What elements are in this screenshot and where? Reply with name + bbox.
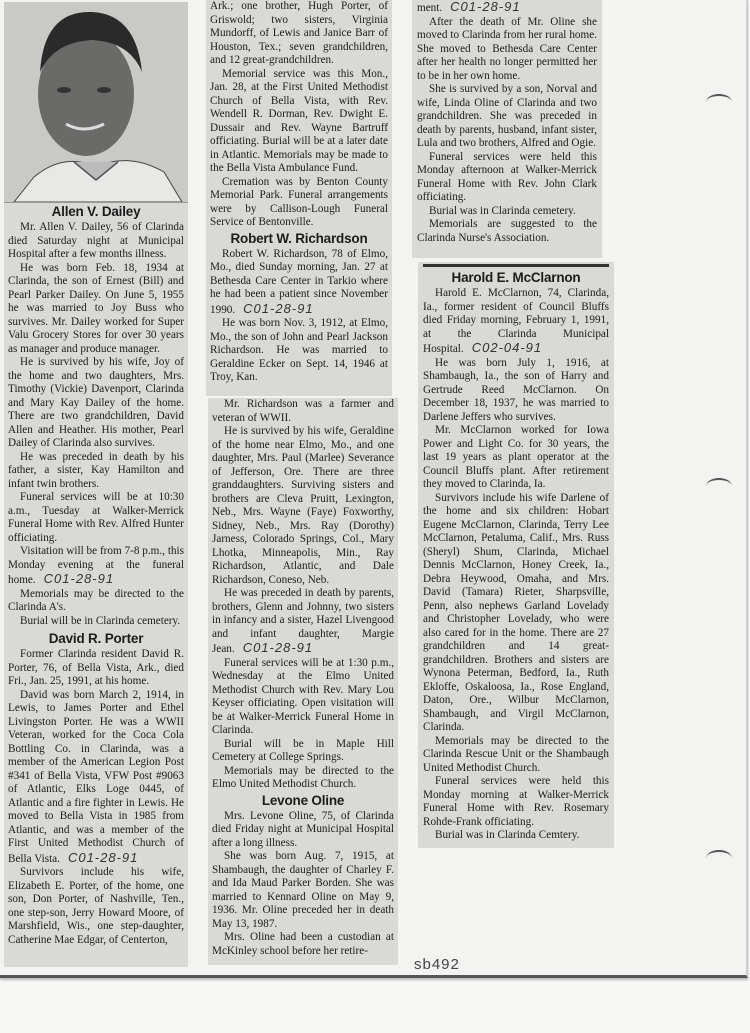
obituary-paragraph: Mr. McClarnon worked for Iowa Power and Light Co. for 30 years, the last 19 years as plant operator at the Council Bluffs plant. After retirement they moved to Clarinda, Ia. <box>423 424 609 490</box>
handwritten-date: C02-04-91 <box>471 340 543 355</box>
obituary-paragraph: Burial will be in Maple Hill Cemetery at College Springs. <box>212 737 394 763</box>
obituary-heading: David R. Porter <box>48 631 144 646</box>
obituary-paragraph: Former Clarinda resident David R. Porter, 76, of Bella Vista, Ark., died Fri., Jan. 25, 1991, at his home. <box>8 648 184 687</box>
obituary-clipping-porter-richardson <box>206 0 392 396</box>
obituary-paragraph: He was preceded in death by his father, a sister, Kay Hamilton and infant twin brothers. <box>8 450 184 490</box>
divider-rule <box>423 264 609 267</box>
page-tag: sb492 <box>414 956 460 973</box>
obituary-heading: Harold E. McClarnon <box>451 270 581 285</box>
obituary-paragraph: Mrs. Oline had been a custodian at McKinley school before her retire- <box>212 931 394 957</box>
obituary-paragraph: Ark.; one brother, Hugh Porter, of Griswold; two sisters, Virginia Mundorff, of Lewis and Janice Barr of Houston, Tex.; seven grandchildren, and 12 great-grandchildren. <box>210 0 388 66</box>
handwritten-date: C01-28-91 <box>242 640 314 655</box>
binder-hole <box>706 850 732 866</box>
obituary-paragraph: He is survived by his wife, Joy of the home and two daughters, Mrs. Timothy (Vickie) Davenport, Clarinda and Mary Kay Dailey of the home. There are two grandchildren, David Allen and Heather. His mother, Pearl Dailey of Clarinda also survives. <box>8 356 184 449</box>
obituary-paragraph: Burial was in Clarinda cemetery. <box>429 204 576 217</box>
obituary-paragraph: He was born Feb. 18, 1934 at Clarinda, the son of Ernest (Bill) and Pearl Parker Dailey. On June 5, 1955 he was married to Joy Buss who survives. Mr. Dailey worked for Super Valu Grocery Stores for over 30 years as manager and produce manager. <box>8 261 184 355</box>
obituary-paragraph: Funeral services were held this Monday afternoon at Walker-Merrick Funeral Home with Rev. John Clark officiating. <box>417 150 597 203</box>
obituary-clipping-richardson-oline <box>208 398 398 965</box>
obituary-paragraph: Mrs. Levone Oline, 75, of Clarinda died Friday night at Municipal Hospital after a long illness. <box>212 809 394 849</box>
obituary-paragraph: Burial will be in Clarinda cemetery. <box>20 614 181 627</box>
obituary-paragraph: Cremation was by Benton County Memorial Park. Funeral arrangements were by Callison-Lough Funeral Service of Bentonville. <box>210 175 388 228</box>
obituary-paragraph: Memorials may be directed to the Clarinda Rescue Unit or the Shambaugh United Methodist Church. <box>423 734 609 774</box>
obituary-paragraph: Memorials may be directed to the Elmo United Methodist Church. <box>212 764 394 790</box>
obituary-paragraph: Mr. Richardson was a farmer and veteran of WWII. <box>212 398 394 424</box>
obituary-paragraph: Survivors include his wife Darlene of the home and six children: Hobart Eugene McClarnon, Clarinda, Terry Lee McClarnon, Petaluma, Calif., Mrs. Russ (Sheryl) Shum, Clarinda, Michael Dennis McClarnon, Honey Creek, Ia., Debra Heywood, Omaha, and Mrs. David (Tamara) Rieter, Sharpsville, Penn, also nephews Garland Lovelady and Christopher Lovelady, who were also cared for in the home. There are 27 grandchildren and 14 great-grandchildren. Brothers and sisters are Wynona Peterman, Bedford, Ia., Ruth Ekloffe, Oskaloosa, Ia., Rose England, Daton, Ore., Wilbur McClarnon, Shambaugh, and Virgil McClarnon, Clarinda. <box>423 491 609 733</box>
obituary-paragraph: Funeral services were held this Monday morning at Walker-Merrick Funeral Home with Rev. Rosemary Rohde-Frank officiating. <box>423 775 609 828</box>
handwritten-date: C01-28-91 <box>43 571 115 586</box>
portrait-photo-icon <box>4 2 188 202</box>
binder-hole <box>706 478 732 494</box>
obituary-paragraph: She was born Aug. 7, 1915, at Shambaugh, the daughter of Charley F. and Ida Maud Parker Borden. She was married to Kennard Oline on May 9, 1936. Mr. Oline preceded her in death May 13, 1987. <box>212 850 394 930</box>
obituary-clipping-dailey-porter <box>4 2 188 967</box>
obituary-paragraph: Harold E. McClarnon, 74, Clarinda, Ia., former resident of Council Bluffs died Friday morning, February 1, 1991, at the Clarinda Municipal Hospital. C02-04-91 <box>423 287 609 355</box>
obituary-paragraph: Funeral services will be at 10:30 a.m., Tuesday at Walker-Merrick Funeral Home with Rev. Alfred Hunter officiating. <box>8 491 184 544</box>
obituary-paragraph: He is survived by his wife, Geraldine of the home near Elmo, Mo., and one daughter, Mrs. Paul (Marlee) Severance of Jefferson, Ore. There are three granddaughters. Surviving sisters and brothers are Cleva Pruitt, Lexington, Neb., Mrs. Wayne (Faye) Foxworthy, Sidney, Neb., Mrs. Ray (Dorothy) Jarness, Colorado Springs, Col., Mary Lhotka, Minneapolis, Min., Ray Richardson, Atlantic, and Dale Richardson, Coneso, Neb. <box>212 425 394 586</box>
obituary-paragraph: Funeral services will be at 1:30 p.m., Wednesday at the Elmo United Methodist Church with Rev. Mary Lou Keyser officiating. Open visitation will be at Walker-Merrick Funeral Home in Clarinda. <box>212 656 394 736</box>
obituary-heading: Robert W. Richardson <box>230 230 368 246</box>
handwritten-date: C01-28-91 <box>243 300 314 316</box>
obituary-paragraph: Burial was in Clarinda Cemtery. <box>435 829 580 841</box>
obituary-paragraph: He was born Nov. 3, 1912, at Elmo, Mo., the son of John and Pearl Jackson Richardson. He was married to Geraldine Ecker on Sept. 14, 1946 at Troy, Kan. <box>210 317 388 383</box>
obituary-paragraph: ment. C01-28-91 <box>417 0 521 14</box>
obituary-paragraph: After the death of Mr. Oline she moved to Clarinda from her rural home. She moved to Bethesda Care Center after her health no longer permitted her to be in her own home. <box>417 15 597 82</box>
obituary-heading: Allen V. Dailey <box>51 204 141 219</box>
obituary-paragraph: He was preceded in death by parents, brothers, Glenn and Johnny, two sisters in infancy and a sister, Hazel Livengood and infant daughter, Margie Jean. C01-28-91 <box>212 587 394 655</box>
handwritten-date: C01-28-91 <box>67 849 139 865</box>
obituary-paragraph: David was born March 2, 1914, in Lewis, to James Porter and Ethel Livingston Porter. He was a WWII Veteran, worked for the Coca Cola Bottling Co. in Clarinda, was a member of the American Legion Post #341 of Bella Vista, VFW Post #9063 of Atlantic, Elks Loge 0445, of Atlantic and a fire fighter in Lewis. He moved to Bella Vista in 1985 from Atlantic, and was a member of the First United Methodist Church of Bella Vista. C01-28-91 <box>8 688 184 865</box>
binder-hole <box>706 94 732 110</box>
obituary-heading: Levone Oline <box>261 792 345 808</box>
portrait-photo <box>4 2 188 203</box>
handwritten-date: C01-28-91 <box>450 0 521 14</box>
obituary-paragraph: Robert W. Richardson, 78 of Elmo, Mo., died Sunday morning, Jan. 27 at Bethesda Care Center in Tarkio where he had been a patient since November 1990. C01-28-91 <box>210 247 388 316</box>
obituary-paragraph: Mr. Allen V. Dailey, 56 of Clarinda died Saturday night at Municipal Hospital after a few months illness. <box>8 221 184 260</box>
obituary-clipping-mcclarnon <box>418 262 614 848</box>
obituary-paragraph: Visitation will be from 7-8 p.m., this Monday evening at the funeral home. C01-28-91 <box>8 545 184 586</box>
obituary-paragraph: Memorials are suggested to the Clarinda Nurse's Association. <box>417 218 597 244</box>
obituary-clipping-oline-continued <box>412 0 602 258</box>
obituary-paragraph: He was born July 1, 1916, at Shambaugh, Ia., the son of Harry and Gertrude Reed McClarnon. On December 18, 1937, he was married to Darlene Jeffers who survives. <box>423 356 609 423</box>
obituary-paragraph: Memorial service was this Mon., Jan. 28, at the First United Methodist Church of Bella Vista, with Rev. Wendell R. Dorman, Rev. Dwight E. Dussair and Rev. Wayne Bartruff officiating. Burial will be at a later date in Atlantic. Memorials may be made to the Bella Vista Ambulance Fund. <box>210 67 388 174</box>
obituary-paragraph: She is survived by a son, Norval and wife, Linda Oline of Clarinda and two grandchildren. She was preceded in death by parents, husband, infant sister, Lula and two brothers, Alfred and Ogie. <box>417 83 597 149</box>
obituary-paragraph: Memorials may be directed to the Clarinda A's. <box>8 587 184 613</box>
obituary-paragraph: Survivors include his wife, Elizabeth E. Porter, of the home, one son, Don Porter, of Nashville, Ten., one step-son, Jerry Howard Moore, of Marshfield, Wis., one step-daughter, Catherine Mae Edgar, of Centerton, <box>8 866 184 946</box>
